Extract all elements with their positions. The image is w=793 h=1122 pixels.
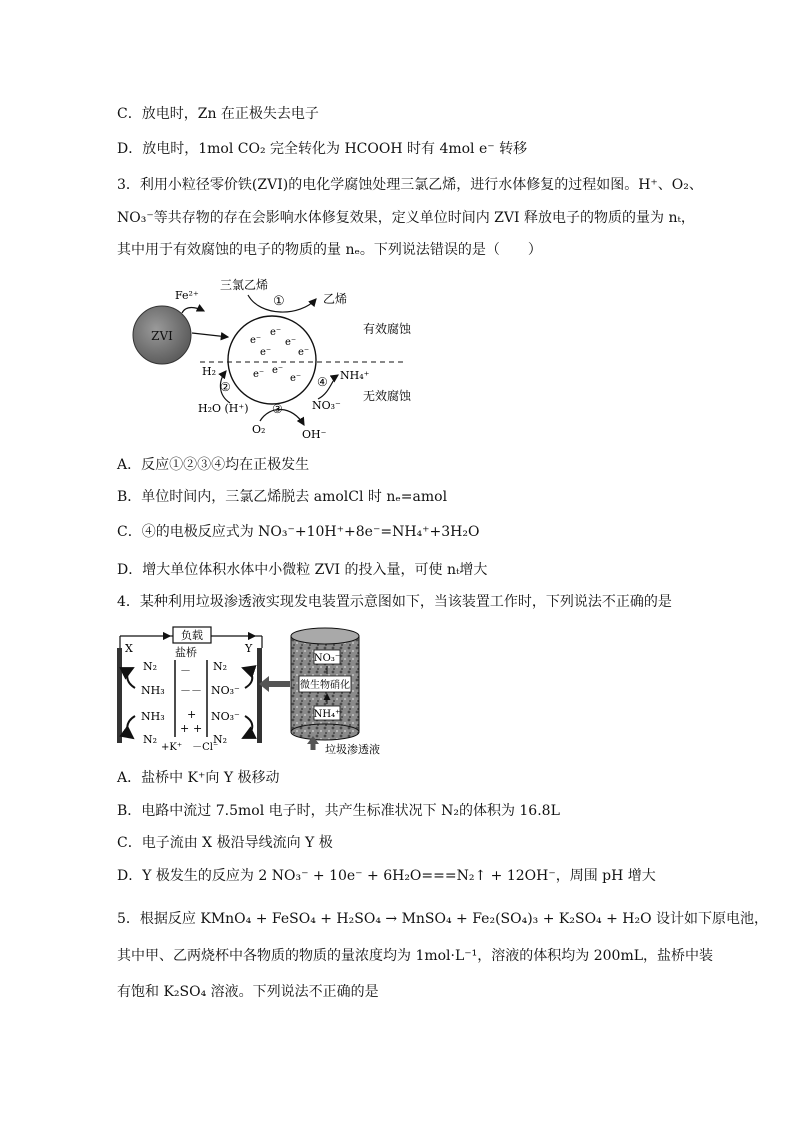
h2-label: H₂	[202, 365, 217, 378]
bioreactor-no3: NO₃⁻	[313, 653, 341, 664]
svg-text:e⁻: e⁻	[260, 347, 272, 358]
bioreactor-nh4: NH₄⁺	[313, 709, 341, 720]
ethylene-label: 乙烯	[323, 292, 348, 306]
q3-option-a: A．反应①②③④均在正极发生	[117, 457, 310, 473]
q2-option-d: D．放电时，1mol CO₂ 完全转化为 HCOOH 时有 4mol e⁻ 转移	[117, 141, 528, 157]
reaction-3: ③	[272, 402, 283, 416]
q4-option-c: C．电子流由 X 极沿导线流向 Y 极	[117, 835, 333, 851]
svg-text:－: －	[180, 684, 191, 697]
q4-leachate-cell-diagram	[115, 622, 415, 760]
anode-species	[141, 660, 165, 746]
zvi-label: ZVI	[151, 329, 173, 343]
salt-bridge-label: 盐桥	[175, 646, 197, 659]
q3-option-b: B．单位时间内，三氯乙烯脱去 amolCl 时 nₑ=amol	[117, 489, 448, 505]
q4-option-d: D．Y 极发生的反应为 2 NO₃⁻ + 10e⁻ + 6H₂O===N₂↑ + 12OH⁻，周围 pH 增大	[117, 868, 656, 884]
svg-text:e⁻: e⁻	[285, 337, 297, 348]
q3-stem-line1: 3．利用小粒径零价铁(ZVI)的电化学腐蚀处理三氯乙烯，进行水体修复的过程如图。H⁺、O₂、	[117, 177, 703, 193]
q3-zvi-diagram	[120, 275, 420, 445]
salt-bridge-charges	[180, 664, 202, 735]
oh-label: OH⁻	[302, 428, 327, 441]
svg-text:－: －	[180, 664, 191, 677]
leachate-label: 垃圾渗透液	[325, 743, 380, 756]
electrode-x	[117, 648, 122, 743]
svg-text:NO₃⁻: NO₃⁻	[211, 684, 240, 697]
svg-text:N₂: N₂	[213, 733, 228, 746]
svg-text:N₂: N₂	[213, 660, 228, 673]
fe2-label: Fe²⁺	[175, 289, 199, 302]
svg-text:NH₃: NH₃	[141, 710, 165, 723]
q3-option-c: C．④的电极反应式为 NO₃⁻+10H⁺+8e⁻=NH₄⁺+3H₂O	[117, 524, 480, 540]
tce-label: 三氯乙烯	[220, 278, 269, 292]
svg-text:e⁻: e⁻	[250, 335, 262, 346]
svg-text:－: －	[191, 684, 202, 697]
svg-text:NO₃⁻: NO₃⁻	[211, 710, 240, 723]
o2-label: O₂	[252, 423, 266, 436]
no3-label: NO₃⁻	[312, 399, 341, 412]
reaction-2: ②	[220, 380, 231, 394]
q5-stem-line3: 有饱和 K₂SO₄ 溶液。下列说法不正确的是	[117, 984, 379, 1000]
load-label: 负载	[181, 629, 203, 642]
svg-text:+: +	[187, 708, 197, 721]
ineffective-corrosion-label: 无效腐蚀	[363, 389, 412, 403]
svg-text:N₂: N₂	[143, 660, 158, 673]
electrode-x-label: X	[125, 642, 133, 655]
q5-stem-line2: 其中甲、乙两烧杯中各物质的物质的量浓度均为 1mol·L⁻¹，溶液的体积均为 200mL，盐桥中装	[117, 948, 714, 964]
cathode-species	[211, 660, 240, 746]
effective-corrosion-label: 有效腐蚀	[363, 322, 412, 336]
reaction-1: ①	[273, 294, 285, 309]
svg-text:N₂: N₂	[143, 733, 158, 746]
q2-option-c: C．放电时，Zn 在正极失去电子	[117, 106, 319, 122]
q4-option-a: A．盐桥中 K⁺向 Y 极移动	[117, 770, 280, 786]
q3-stem-line2: NO₃⁻等共存物的存在会影响水体修复效果，定义单位时间内 ZVI 释放电子的物质的量为 nₜ，	[117, 210, 695, 226]
ion-labels: +K⁺ －Cl⁻	[161, 742, 219, 753]
electrode-y-label: Y	[245, 642, 253, 655]
svg-text:+: +	[180, 722, 190, 735]
svg-text:NH₃: NH₃	[141, 684, 165, 697]
q3-option-d: D．增大单位体积水体中小微粒 ZVI 的投入量，可使 nₜ增大	[117, 562, 488, 578]
microbe-label: 微生物硝化	[300, 680, 350, 691]
electrode-y	[257, 648, 262, 743]
svg-text:e⁻: e⁻	[272, 365, 284, 376]
q4-option-b: B．电路中流过 7.5mol 电子时，共产生标准状况下 N₂的体积为 16.8L	[117, 803, 560, 819]
svg-text:e⁻: e⁻	[298, 347, 310, 358]
svg-text:e⁻: e⁻	[270, 327, 282, 338]
reaction-4: ④	[317, 375, 328, 389]
q4-stem: 4．某种利用垃圾渗透液实现发电装置示意图如下，当该装置工作时，下列说法不正确的是	[117, 594, 672, 610]
q5-stem-line1: 5．根据反应 KMnO₄ + FeSO₄ + H₂SO₄ → MnSO₄ + Fe₂(SO₄)₃ + K₂SO₄ + H₂O 设计如下原电池，	[117, 911, 769, 927]
nh4-label: NH₄⁺	[340, 369, 370, 382]
svg-text:e⁻: e⁻	[253, 369, 265, 380]
q3-stem-line3: 其中用于有效腐蚀的电子的物质的量 nₑ。下列说法错误的是（ ）	[117, 242, 542, 258]
h2o-label: H₂O (H⁺)	[198, 402, 249, 415]
svg-text:e⁻: e⁻	[290, 373, 302, 384]
svg-text:+: +	[193, 722, 203, 735]
